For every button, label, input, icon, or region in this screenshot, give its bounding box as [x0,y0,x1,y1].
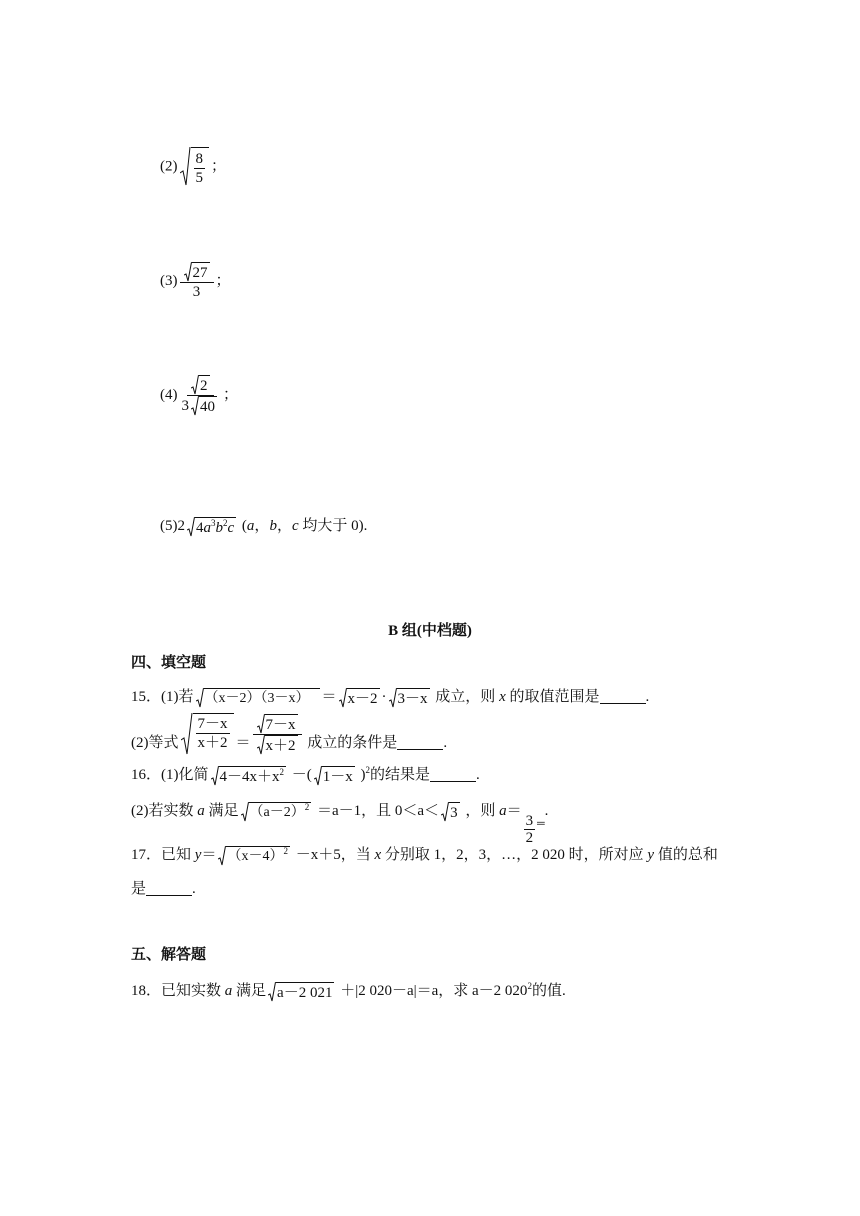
fraction: 2 3 40 [180,375,222,416]
item-2: (2) $\frac{8}{5}$ ； [160,147,226,187]
item-4: (4) 2 3 40 ； [160,375,238,416]
answer-blank[interactable] [600,689,646,704]
item-label: (3) [160,272,178,289]
item-label: (2) [160,158,178,175]
radical [180,147,210,187]
question-16-1: 16．(1)化简 $4-4x+x^2$ －( 1－x )$^2$的结果是 . [131,765,480,785]
item-5: (5)2 $4a^3b^2c$ (a，b，c 均大于 0). [160,517,368,536]
question-15-2: (2)等式 $\frac{7-x}{x+2}$ ＝ $\frac{7-x}{x+2}$ 成立的条件是 . [131,713,447,755]
answer-blank[interactable] [430,767,476,782]
answer-blank[interactable] [397,735,443,750]
item-label: (5)2 [160,518,185,534]
question-15-1: 15．(1)若 （x－2）（3－x） ＝ x－2 · 3－x 成立，则 x 的取值范围是 . [131,689,650,707]
question-17: 17．已知 y＝ $(x-4)^2$ －x＋5，当 x 分别取 1，2，3，…，2 020 时，所对应 y 值的总和 [131,845,718,864]
fraction: $\frac{27}{3}$ [180,262,214,301]
item-label: (4) [160,386,178,403]
answer-blank[interactable] [146,881,192,896]
radical: $4a^3b^2c$ [187,517,236,537]
question-16-2: (2)若实数 a 满足 $(a-2)^2$ ＝a－1，且 0＜a＜ 3 ，则 a＝ $\frac{3}{2}$ ‗. [131,801,549,846]
group-title: B 组(中档题) [388,623,472,639]
section-heading: 四、填空题 [131,655,207,671]
question-17-line2: 是 . [131,881,196,897]
section-heading: 五、解答题 [131,947,207,963]
item-3: (3) $\frac{27}{3}$ ； [160,262,231,301]
question-18: 18．已知实数 a 满足 a－2 021 ＋|2 020－a|＝a，求 a－2 $020^2$的值. [131,981,566,1001]
fraction: $\frac{8}{5}$ [195,151,203,186]
